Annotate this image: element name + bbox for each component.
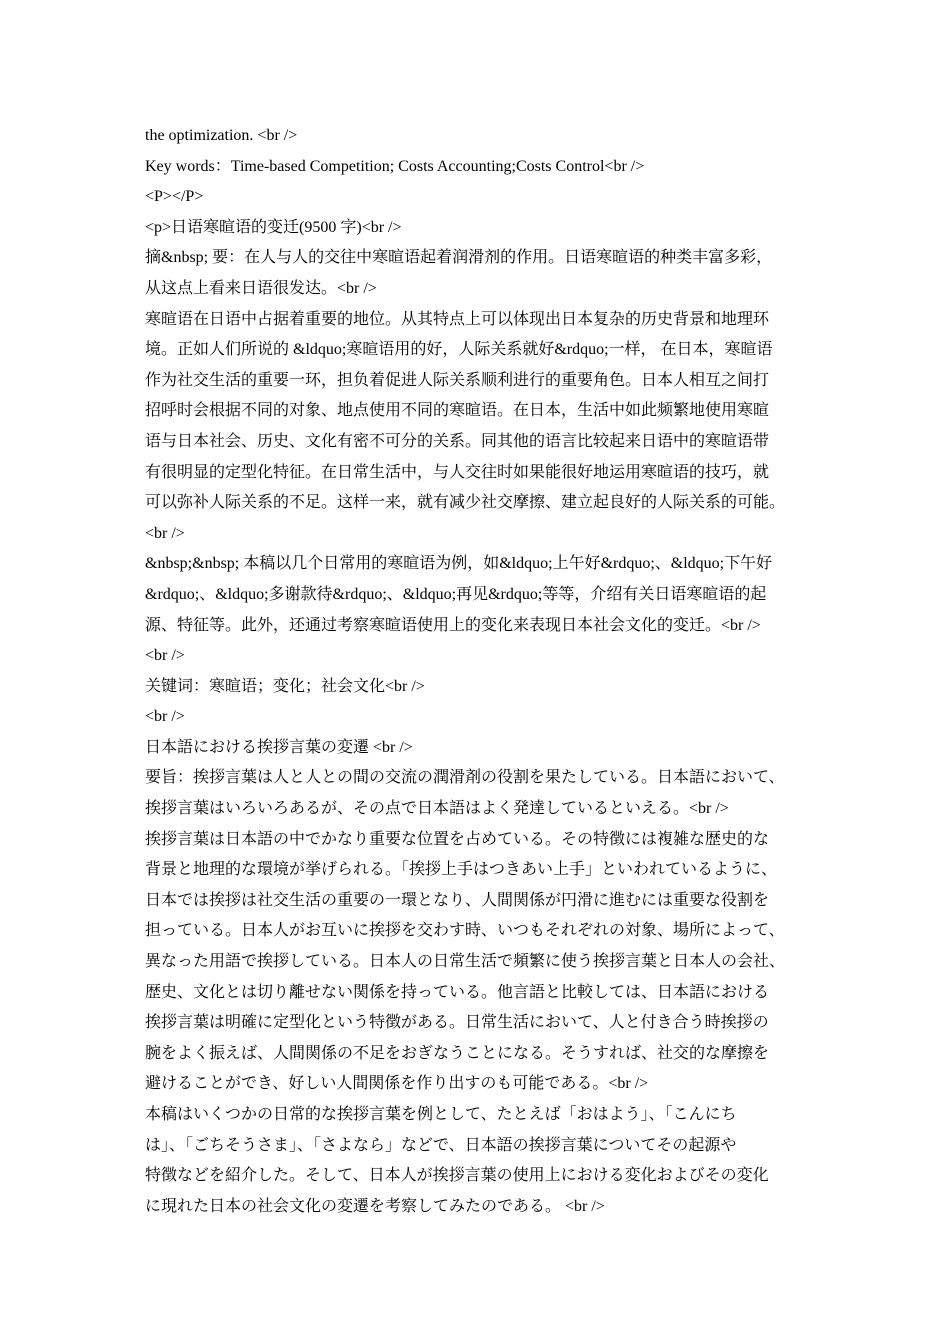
text-line: 日本では挨拶は社交生活の重要の一環となり、人間関係が円滑に進むには重要な役割を	[145, 891, 770, 909]
text-line: 挨拶言葉は明確に定型化という特徴がある。日常生活において、人と付き合う時挨拶の	[145, 1014, 769, 1032]
text-line: 招呼时会根据不同的对象、地点使用不同的寒暄语。在日本，生活中如此频繁地使用寒暄	[145, 402, 770, 420]
text-line: 关键词：寒暄语；变化；社会文化<br />	[145, 677, 425, 695]
text-line: 挨拶言葉は日本語の中でかなり重要な位置を占めている。その特徴には複雑な歴史的な	[145, 830, 770, 848]
text-line: 避けることができ、好しい人間関係を作り出すのも可能である。<br />	[145, 1075, 649, 1093]
text-line: 源、特征等。此外，还通过考察寒暄语使用上的变化来表现日本社会文化的变迁。<br />	[145, 616, 761, 634]
text-line: に現れた日本の社会文化の変遷を考察してみたのである。 <br />	[145, 1197, 605, 1215]
text-line: 作为社交生活的重要一环，担负着促进人际关系顺利进行的重要角色。日本人相互之间打	[145, 371, 770, 389]
text-line: 背景と地理的な環境が挙げられる。「挨拶上手はつきあい上手」といわれているように、	[145, 861, 778, 879]
text-line: <br />	[145, 647, 185, 665]
text-line: 挨拶言葉はいろいろあるが、その点で日本語はよく発達しているといえる。<br />	[145, 800, 729, 818]
text-line: Key words：Time-based Competition; Costs Accounting;Costs Control<br />	[145, 157, 645, 175]
text-line: 寒暄语在日语中占据着重要的地位。从其特点上可以体现出日本复杂的历史背景和地理环	[145, 310, 770, 328]
text-line: <br />	[145, 524, 185, 542]
text-line: &nbsp;&nbsp; 本稿以几个日常用的寒暄语为例，如&ldquo;上午好&rdquo;、&ldquo;下午好	[145, 555, 773, 573]
text-line: 本稿はいくつかの日常的な挨拶言葉を例として、たとえば「おはよう」、「こんにち	[145, 1106, 737, 1123]
text-line: 日本語における挨拶言葉の変遷 <br />	[145, 738, 413, 756]
text-line: <P></P>	[145, 188, 204, 206]
text-line: 担っている。日本人がお互いに挨拶を交わす時、いつもそれぞれの対象、場所によって、	[145, 922, 785, 940]
text-line: 摘&nbsp; 要：在人与人的交往中寒暄语起着润滑剂的作用。日语寒暄语的种类丰富多彩，	[145, 249, 773, 267]
text-line: 从这点上看来日语很发达。<br />	[145, 279, 377, 297]
text-line: 境。正如人们所说的 &ldquo;寒暄语用的好，人际关系就好&rdquo;一样， 在日本，寒暄语	[145, 341, 773, 359]
text-line: the optimization. <br />	[145, 127, 298, 144]
text-line: <br />	[145, 708, 185, 726]
text-line: 異なった用語で挨拶している。日本人の日常生活で頻繁に使う挨拶言葉と日本人の会社、	[145, 953, 786, 971]
text-line: 歴史、文化とは切り離せない関係を持っている。他言語と比較しては、日本語における	[145, 983, 770, 1001]
text-line: <p>日语寒暄语的变迁(9500 字)<br />	[145, 218, 402, 236]
text-line: 语与日本社会、历史、文化有密不可分的关系。同其他的语言比较起来日语中的寒暄语带	[145, 432, 770, 450]
document-body	[145, 121, 825, 1222]
text-line: 要旨：挨拶言葉は人と人との間の交流の潤滑剤の役割を果たしている。日本語において、	[145, 769, 785, 787]
text-line: &rdquo;、&ldquo;多谢款待&rdquo;、&ldquo;再见&rdquo;等等，介绍有关日语寒暄语的起	[145, 585, 767, 603]
text-line: 腕をよく振えば、人間関係の不足をおぎなうことになる。そうすれば、社交的な摩擦を	[145, 1044, 770, 1062]
text-line: 可以弥补人际关系的不足。这样一来，就有减少社交摩擦、建立起良好的人际关系的可能。	[145, 494, 786, 512]
text-line: 有很明显的定型化特征。在日常生活中，与人交往时如果能很好地运用寒暄语的技巧，就	[145, 463, 770, 481]
text-line: 特徴などを紹介した。そして、日本人が挨拶言葉の使用上における変化およびその変化	[145, 1167, 769, 1185]
text-line: は」、「ごちそうさま」、「さよなら」などで、日本語の挨拶言葉についてその起源や	[145, 1136, 737, 1154]
